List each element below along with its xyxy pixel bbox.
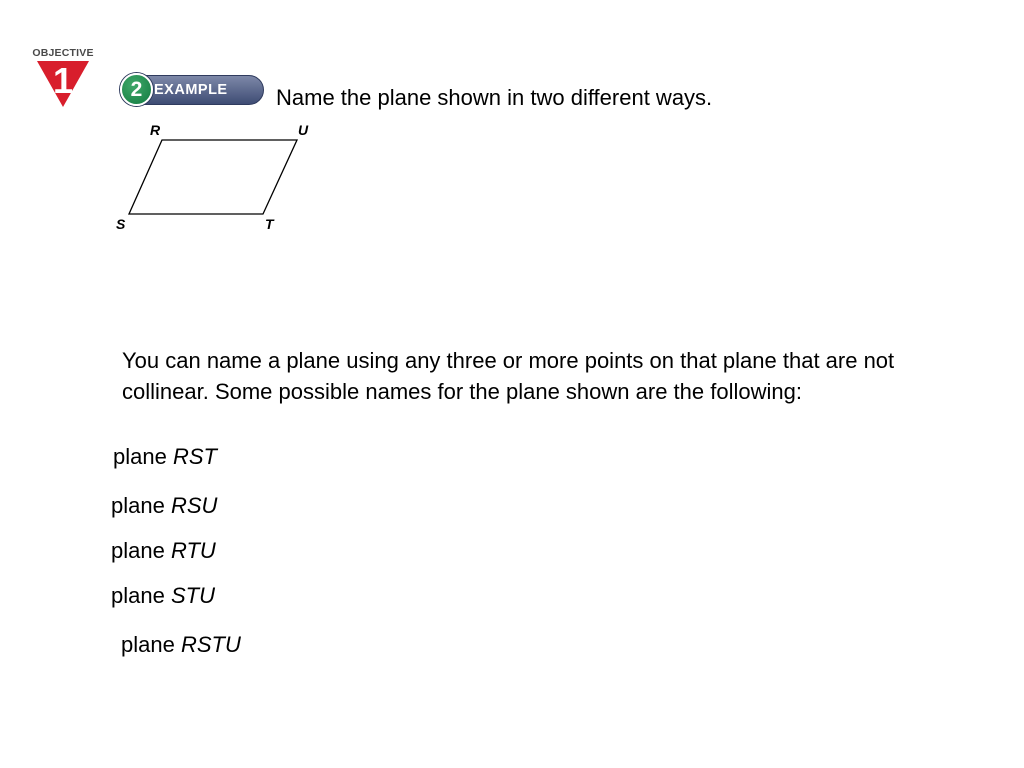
explanation-text: You can name a plane using any three or more points on that plane that are not collinear. Some possible names for the plane shown are the following: [122, 348, 895, 404]
plane-word: plane [111, 493, 165, 518]
point-label-r: R [150, 122, 161, 138]
plane-name-item [121, 631, 241, 659]
objective-label: OBJECTIVE [32, 47, 94, 59]
plane-letters: RSU [170, 493, 218, 518]
point-label-t: T [265, 216, 274, 232]
plane-letters: RSTU [180, 632, 241, 657]
plane-figure [108, 118, 328, 238]
example-number: 2 [130, 78, 143, 101]
plane-letters: STU [170, 583, 215, 608]
point-label-u: U [298, 122, 309, 138]
plane-name-item [111, 492, 217, 520]
plane-word: plane [121, 632, 175, 657]
plane-name-item [111, 582, 215, 610]
example-word: EXAMPLE [154, 82, 228, 98]
objective-number: 1 [52, 60, 74, 101]
plane-letters: RST [172, 444, 217, 469]
plane-name-item [111, 537, 216, 565]
plane-word: plane [111, 538, 165, 563]
point-label-s: S [116, 216, 126, 232]
plane-letters: RTU [170, 538, 216, 563]
example-badge [118, 71, 266, 109]
parallelogram-shape [108, 118, 328, 238]
plane-word: plane [111, 583, 165, 608]
example-prompt: Name the plane shown in two different ways. [276, 85, 713, 110]
plane-name-item [113, 443, 217, 471]
plane-word: plane [113, 444, 167, 469]
objective-badge [27, 47, 99, 109]
